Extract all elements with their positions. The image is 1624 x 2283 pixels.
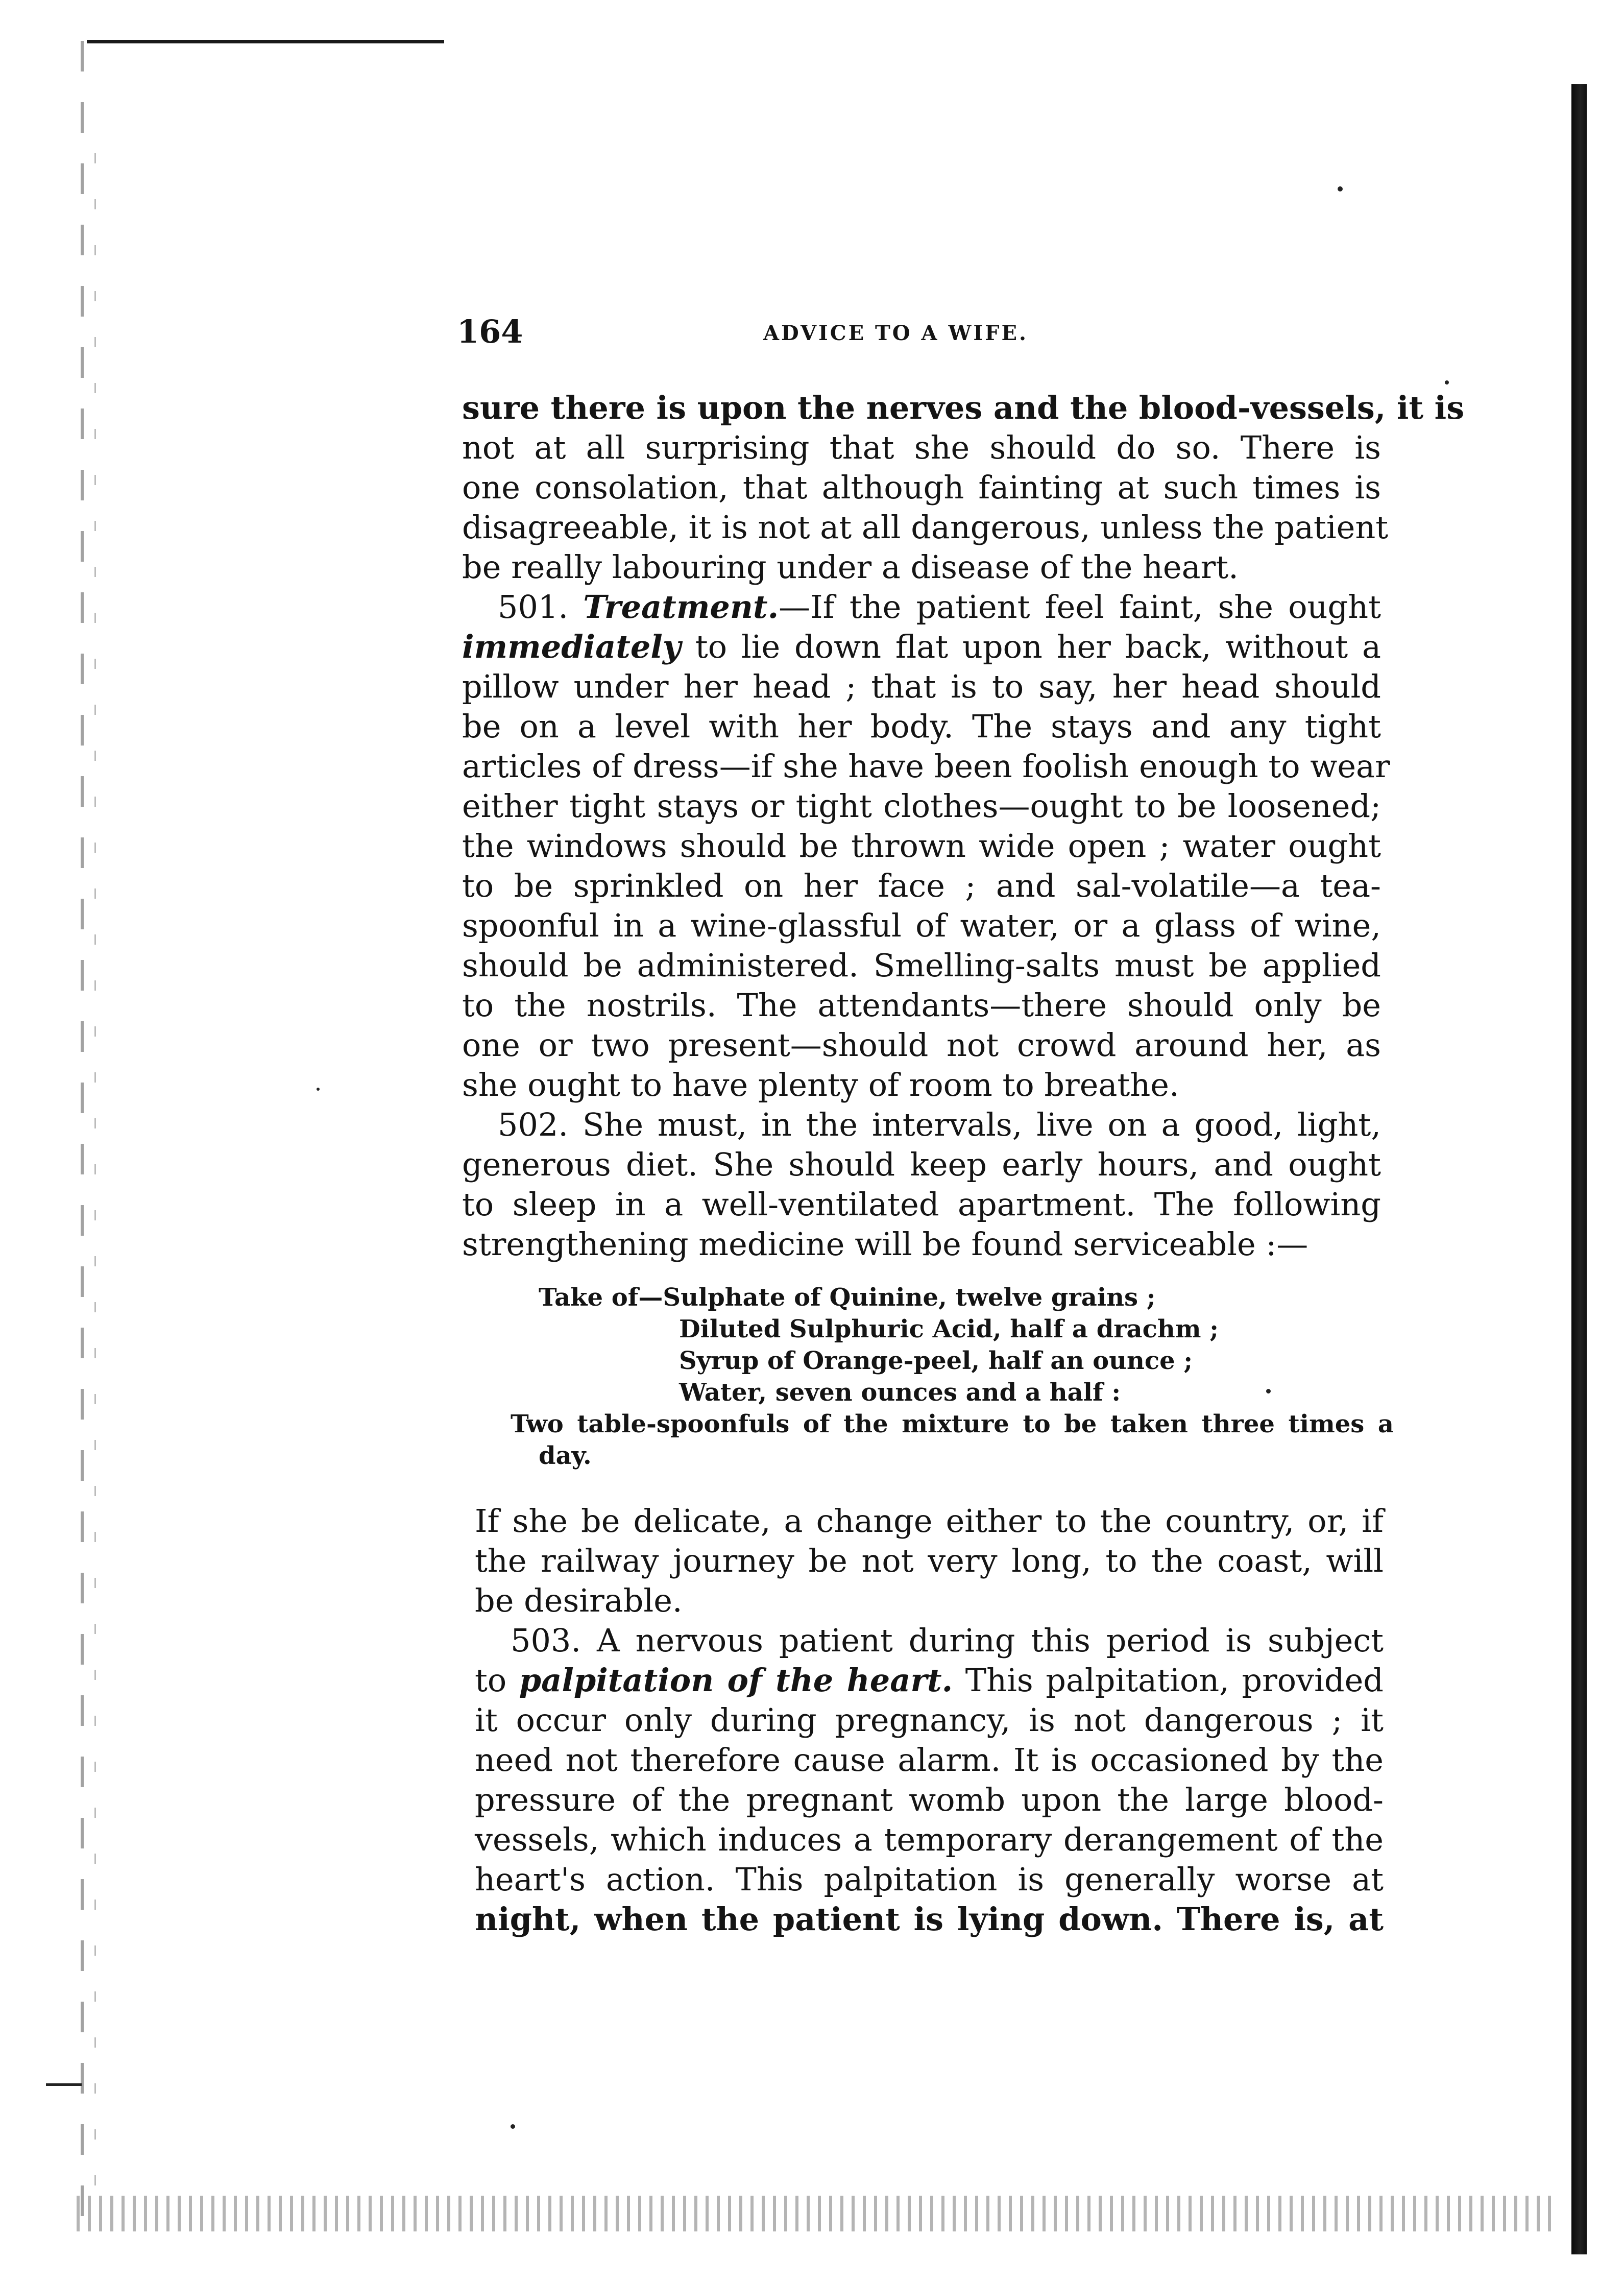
paragraph-heading: Treatment. xyxy=(583,588,779,626)
text-line: one or two present—should not crowd around her, as xyxy=(462,1026,1381,1064)
recipe-line: Take of—Sulphate of Quinine, twelve grains ; xyxy=(539,1283,1156,1312)
text-line: pillow under her head ; that is to say, her head should xyxy=(462,668,1381,705)
scan-left-edge-inner xyxy=(94,153,96,2196)
text-line: either tight stays or tight clothes—ought to be loosened; xyxy=(462,787,1381,825)
paragraph-number: 501. xyxy=(498,588,569,626)
emphasis-text: palpitation of the heart. xyxy=(519,1662,953,1699)
text-line xyxy=(462,627,1381,667)
body-text xyxy=(462,388,1465,1264)
text-run: to lie down flat upon her back, without a xyxy=(681,628,1381,665)
text-line: be really labouring under a disease of the heart. xyxy=(462,548,1239,586)
scan-top-rule xyxy=(87,40,444,43)
text-line: vessels, which induces a temporary derangement of the xyxy=(475,1821,1384,1858)
paragraph-after-recipe xyxy=(475,1501,1384,1621)
text-line: night, when the patient is lying down. There is, at xyxy=(475,1901,1384,1938)
recipe-dose: Two table-spoonfuls of the mixture to be taken three times a xyxy=(511,1410,1394,1438)
text-line: disagreeable, it is not at all dangerous, unless the patient xyxy=(462,509,1389,546)
scan-right-edge xyxy=(1571,84,1587,2254)
text-line: it occur only during pregnancy, is not dangerous ; it xyxy=(475,1701,1384,1739)
scan-bottom-noise xyxy=(77,2196,1557,2231)
text-line: she ought to have plenty of room to breathe. xyxy=(462,1066,1179,1103)
scan-left-tick xyxy=(46,2083,82,2086)
text-line: spoonful in a wine-glassful of water, or a glass of wine, xyxy=(462,907,1381,944)
text-line: be on a level with her body. The stays and any tight xyxy=(462,708,1381,745)
paragraph-503 xyxy=(475,1621,1384,1939)
scan-speck xyxy=(511,2124,515,2129)
text-line: 502. She must, in the intervals, live on a good, light, xyxy=(498,1106,1381,1143)
text-line: the railway journey be not very long, to the coast, will xyxy=(475,1542,1384,1579)
text-line: not at all surprising that she should do so. There is xyxy=(462,429,1381,466)
paragraph-502 xyxy=(462,1105,1381,1264)
text-line: articles of dress—if she have been foolish enough to wear xyxy=(462,748,1390,785)
recipe-ingredient: Water, seven ounces and a half : xyxy=(679,1378,1121,1407)
text-line xyxy=(462,587,1381,627)
text-line: need not therefore cause alarm. It is occasioned by the xyxy=(475,1741,1384,1779)
page-number: 164 xyxy=(457,313,523,350)
text-line: to the nostrils. The attendants—there should only be xyxy=(462,987,1381,1024)
text-run: This palpitation, provided xyxy=(953,1662,1384,1699)
text-line: the windows should be thrown wide open ; water ought xyxy=(462,827,1381,864)
text-line xyxy=(475,1661,1384,1700)
text-run: to xyxy=(475,1662,519,1699)
text-line: If she be delicate, a change either to the country, or, if xyxy=(475,1502,1384,1540)
text-line: be desirable. xyxy=(475,1582,683,1619)
text-line: to sleep in a well-ventilated apartment. The following xyxy=(462,1186,1381,1223)
paragraph-501 xyxy=(462,587,1390,1105)
scan-left-edge xyxy=(81,41,84,2247)
emphasis-text: immediately xyxy=(462,628,681,665)
text-line: one consolation, that although fainting at such times is xyxy=(462,469,1381,506)
running-head xyxy=(457,311,1386,352)
text-line: generous diet. She should keep early hours, and ought xyxy=(462,1146,1381,1183)
text-line: to be sprinkled on her face ; and sal-volatile—a tea- xyxy=(462,867,1381,904)
text-line: pressure of the pregnant womb upon the large blood- xyxy=(475,1781,1384,1818)
text-line: strengthening medicine will be found serviceable :— xyxy=(462,1225,1308,1263)
text-line: should be administered. Smelling-salts must be applied xyxy=(462,947,1381,984)
recipe-block xyxy=(511,1282,1394,1472)
scan-speck xyxy=(1338,186,1343,191)
text-run: —If the patient feel faint, she ought xyxy=(779,588,1381,626)
scan-speck xyxy=(1445,380,1449,384)
page-header-title: ADVICE TO A WIFE. xyxy=(763,321,1028,345)
recipe-ingredient: Diluted Sulphuric Acid, half a drachm ; xyxy=(679,1315,1219,1343)
text-line: heart's action. This palpitation is generally worse at xyxy=(475,1861,1384,1898)
body-text-continued xyxy=(475,1501,1384,1939)
recipe-ingredient: Syrup of Orange-peel, half an ounce ; xyxy=(679,1347,1193,1375)
recipe-dose-end: day. xyxy=(539,1441,592,1470)
paragraph-intro xyxy=(462,388,1465,587)
text-line: 503. A nervous patient during this period is subject xyxy=(511,1622,1384,1659)
text-line: sure there is upon the nerves and the blood-vessels, it is xyxy=(462,389,1465,426)
scan-speck xyxy=(317,1088,320,1091)
